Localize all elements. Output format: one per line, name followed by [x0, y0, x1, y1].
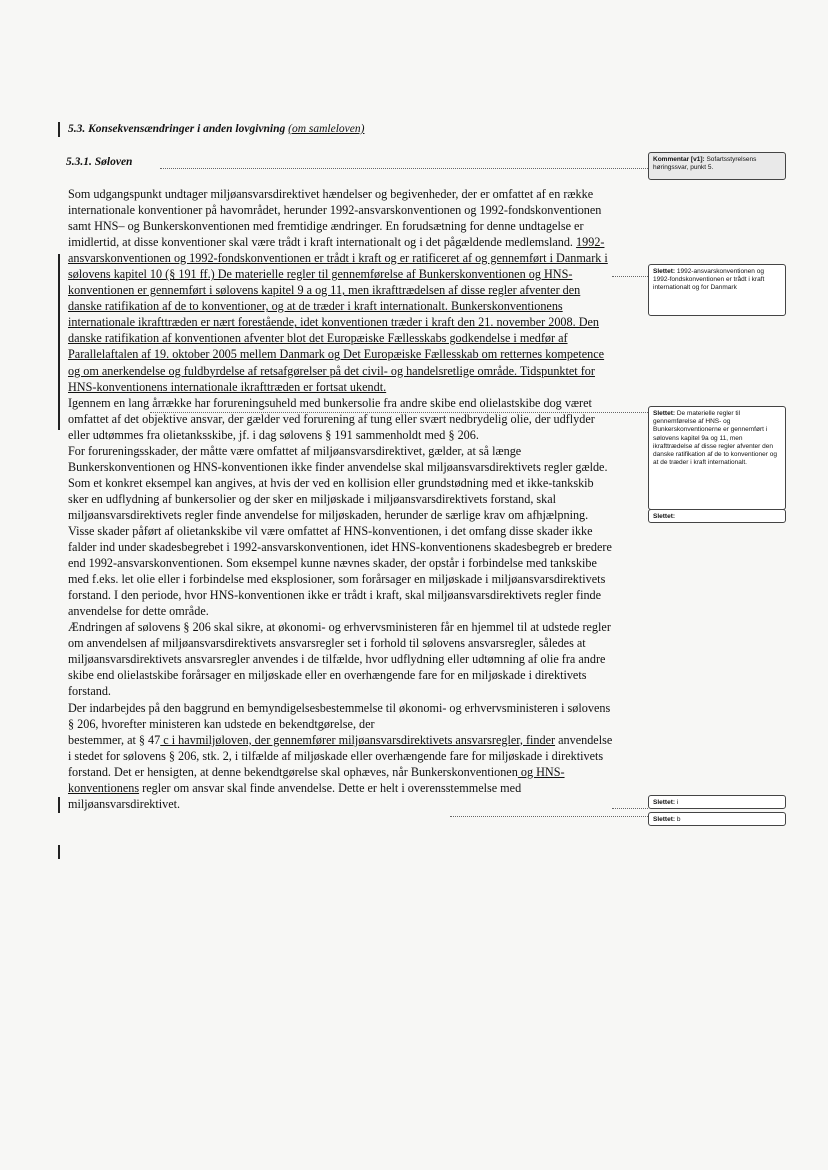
inserted-text: (om samleloven)	[288, 123, 365, 135]
inserted-text: c i havmiljøloven, der gennemfører miljøansvarsdirektivets ansvarsregler, finder	[160, 732, 556, 747]
paragraph: For forureningsskader, der måtte være omfattet af miljøansvarsdirektivet, gælder, at så længe Bunkerskonventionen og HNS-konventionen ikke finder anvendelse skal miljøansvarsdirektivets regler gælde.	[68, 443, 608, 474]
comment-balloon[interactable]: Kommentar [v1]: Sofartsstyrelsens høringssvar, punkt 5.	[648, 152, 786, 180]
deleted-balloon[interactable]: Slettet: 1992-ansvarskonventionen og 1992-fondskonventionen er trådt i kraft internationalt og for Danmark	[648, 264, 786, 316]
section-heading: 5.3. Konsekvensændringer i anden lovgivning (om samleloven)	[68, 123, 365, 135]
paragraph: bestemmer, at § 47 c i havmiljøloven, der gennemfører miljøansvarsdirektivets ansvarsregler, finder anvendelse i stedet for sølovens § 206, stk. 2, i tilfælde af miljøskade eller overhængende fare for miljøskade i direktivets forstand. Det er hensigten, at denne bekendtgørelse skal ophæves, når Bunkerskonventionen og HNS-konventionens regler om ansvar skal finde anvendelse. Dette er helt i overensstemmelse med miljøansvarsdirektivet.	[68, 732, 613, 811]
document-body	[68, 186, 616, 812]
deleted-balloon[interactable]: Slettet: i	[648, 795, 786, 809]
comment-connector	[450, 816, 648, 817]
change-bar	[58, 122, 60, 137]
comment-connector	[612, 808, 648, 809]
subsection-heading: 5.3.1. Søloven	[66, 156, 133, 168]
deleted-balloon[interactable]: Slettet:	[648, 509, 786, 523]
paragraph: Som udgangspunkt undtager miljøansvarsdirektivet hændelser og begivenheder, der er omfattet af en række internationale konventioner på havområdet, herunder 1992-ansvarskonventionen og 1992-fondskonventionen samt HNS– og Bunkerskonventionen med fremtidige ændringer. En forudsætning for denne undtagelse er imidlertid, at disse konventioner skal være trådt i kraft internationalt og i det pågældende medlemsland. 1992-ansvarskonventionen og 1992-fondskonventionen er trådt i kraft og er ratificeret af og gennemført i Danmark i sølovens kapitel 10 (§ 191 ff.) De materielle regler til gennemførelse af Bunkerskonventionen og HNS-konventionen er gennemført i sølovens kapitel 9 a og 11, men ikrafttrædelsen af disse regler afventer den danske ratifikation af de to konventioner, og at de træder i kraft internationalt. Bunkerskonventionens internationale ikrafttræden er nært forestående, idet konventionen træder i kraft den 21. november 2008. Den danske ratifikation af konventionen afventer blot det Europæiske Fællesskabs godkendelse i medfør af Parallelaftalen af 19. oktober 2005 mellem Danmark og Det Europæiske Fællesskab om retternes kompetence og om anerkendelse og fuldbyrdelse af retsafgørelser på det civil- og handelsretlige område. Tidspunktet for HNS-konventionens internationale ikrafttræden er fortsat ukendt.	[68, 187, 608, 394]
inserted-text: og HNS-konventionens	[68, 764, 565, 795]
change-bar	[58, 254, 60, 430]
paragraph: Som et konkret eksempel kan angives, at hvis der ved en kollision eller grundstødning med et ikke-tankskib sker en udflydning af bunkersolier og der sker en miljøskade i miljøansvarsdirektivets forstand, skal miljøansvarsdirektivets regler finde anvendelse for miljøskaden, herunder de særlige krav om afhjælpning. Visse skader påført af olietankskibe vil være omfattet af HNS-konventionen, i det omfang disse skader ikke falder ind under skadesbegrebet i 1992-ansvarskonventionen, idet HNS-konventionens skadesbegreb er bredere end 1992-ansvarskonventionen. Som eksempel kunne nævnes skader, der opstår i forbindelse med tankskibe med f.eks. let olie eller i forbindelse med eksplosioner, som forårsager en miljøskade i miljøansvarsdirektivets forstand. I den periode, hvor HNS-konventionen ikke er trådt i kraft, skal miljøansvarsdirektivets regler finde anvendelse for dette område.	[68, 475, 612, 619]
comment-connector	[160, 168, 648, 169]
deleted-balloon[interactable]: Slettet: b	[648, 812, 786, 826]
comment-connector	[612, 276, 648, 277]
inserted-text: 1992-ansvarskonventionen og 1992-fondskonventionen er trådt i kraft og er ratificeret af og gennemført i Danmark i sølovens kapitel 10 (§ 191 ff.) De materielle regler til gennemførelse af Bunkerskonventionen og HNS-konventionen er gennemført i sølovens kapitel 9 a og 11, men ikrafttrædelsen af disse regler afventer den danske ratifikation af de to konventioner, og at de træder i kraft internationalt. Bunkerskonventionens internationale ikrafttræden er nært forestående, idet konventionen træder i kraft den 21. november 2008. Den danske ratifikation af konventionen afventer blot det Europæiske Fællesskabs godkendelse i medfør af Parallelaftalen af 19. oktober 2005 mellem Danmark og Det Europæiske Fællesskab om retternes kompetence og om anerkendelse og fuldbyrdelse af retsafgørelser på det civil- og handelsretlige område. Tidspunktet for HNS-konventionens internationale ikrafttræden er fortsat ukendt.	[68, 235, 608, 394]
change-bar	[58, 797, 60, 813]
paragraph: Der indarbejdes på den baggrund en bemyndigelsesbestemmelse til økonomi- og erhvervsministeren i sølovens § 206, hvorefter ministeren kan udstede en bekendtgørelse, der	[68, 700, 611, 731]
paragraph: Ændringen af sølovens § 206 skal sikre, at økonomi- og erhvervsministeren får en hjemmel til at udstede regler om anvendelsen af miljøansvarsdirektivets ansvarsregler set i forhold til sølovens ansvarsregler, således at miljøansvarsdirektivets ansvarsregler anvendes i de tilfælde, hvor udflydning eller udtømning af olie fra andre skibe end olielastskibe forårsager en miljøskade eller en overhængende fare for en miljøskade i direktivets forstand.	[68, 620, 611, 699]
change-bar	[58, 845, 60, 859]
deleted-balloon[interactable]: Slettet: De materielle regler til gennemførelse af HNS- og Bunkerskonventionerne er gennemført i sølovens kapitel 9a og 11, men ikrafttrædelse af disse regler afventer den danske ratifikation af de to konventioner og at de træder i kraft internationalt.	[648, 406, 786, 510]
paragraph: Igennem en lang årrække har forureningsuheld med bunkersolie fra andre skibe end olielastskibe dog været omfattet af det objektive ansvar, der gælder ved forurening af tung eller svært nedbrydelig olie, der udflyder eller udtømmes fra olietanksskibe, jf. i dag sølovens § 191 sammenholdt med § 206.	[68, 395, 595, 442]
